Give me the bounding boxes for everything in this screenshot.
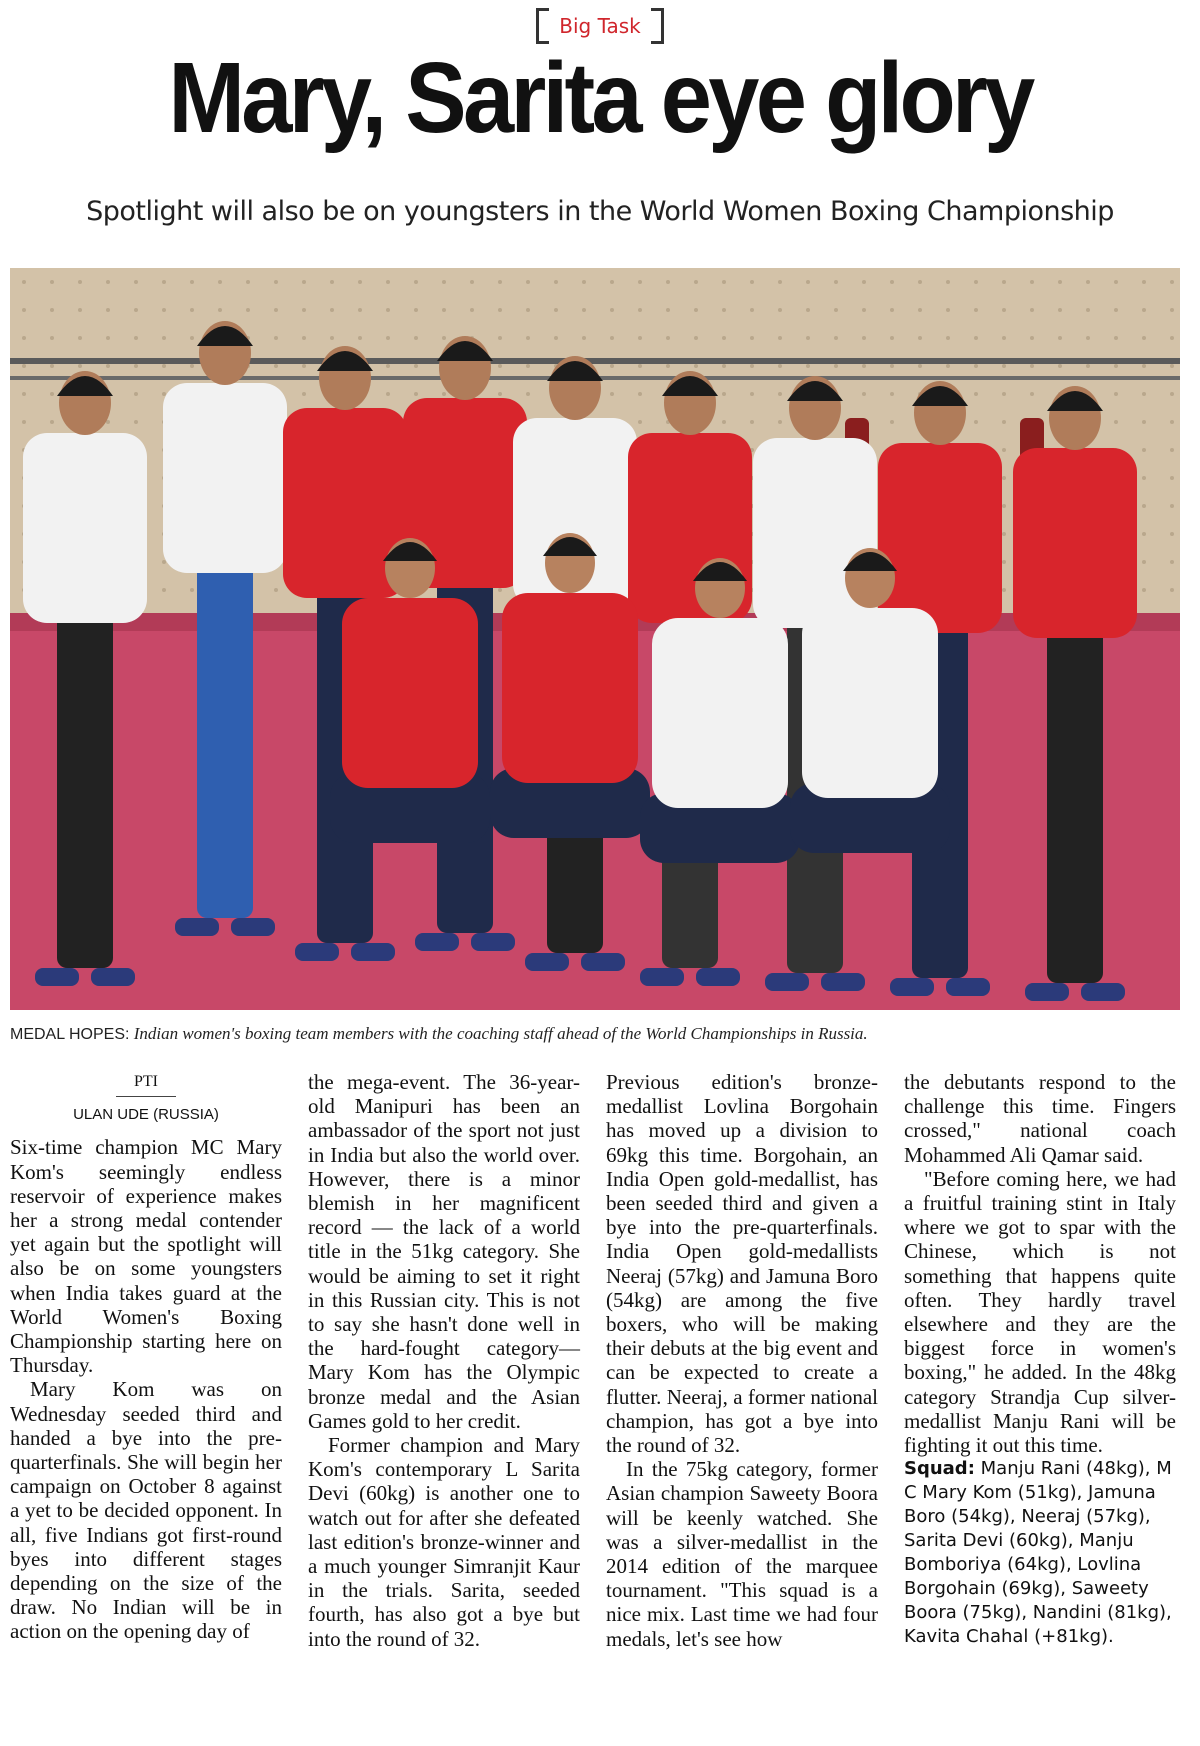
byline-agency: PTI: [116, 1070, 176, 1097]
paragraph: "Before coming here, we had a fruitful training stint in Italy where we got to spar with the Chinese, which is not something that happens quite often. They hardly travel elsewhere and they are the biggest force in women's boxing," he added. In the 48kg category Strandja Cup silver-medallist Manju Rani will be fighting it out this time.: [904, 1166, 1176, 1458]
paragraph: In the 75kg category, former Asian champion Saweety Boora will be keenly watched. She was a silver-medallist in the 2014 edition of the marquee tournament. "This squad is a nice mix. Last time we had four medals, let's see how: [606, 1457, 878, 1651]
paragraph: Previous edition's bronze-medallist Lovlina Borgohain has moved up a division to 69kg this time. Borgohain, an India Open gold-medallist, has been seeded third and given a bye into the pre-quarterfinals. India Open gold-medallists Neeraj (57kg) and Jamuna Boro (54kg) are among the five boxers, who will be making their debuts at the big event and can be expected to create a flutter. Neeraj, a former national champion, has got a bye into the round of 32.: [606, 1070, 878, 1458]
headline: Mary, Sarita eye glory: [168, 42, 1032, 154]
article-column-2: [308, 1070, 580, 1651]
byline-dateline: ULAN UDE (RUSSIA): [73, 1106, 219, 1124]
paragraph: Former champion and Mary Kom's contemporary L Sarita Devi (60kg) is another one to watch out for after she defeated last edition's bronze-winner and a much younger Simranjit Kaur in the trials. Sarita, seeded fourth, has also got a bye but into the round of 32.: [308, 1433, 580, 1651]
caption-label: MEDAL HOPES:: [10, 1026, 130, 1043]
squad-label: Squad:: [904, 1458, 975, 1480]
photo-caption: [10, 1024, 1180, 1044]
right-bracket-icon: [651, 8, 664, 44]
article-column-1: [10, 1070, 282, 1644]
paragraph: Six-time champion MC Mary Kom's seemingly endless reservoir of experience makes her a strong medal contender yet again but the spotlight will also be on some youngsters when India takes guard at the World Women's Boxing Championship starting here on Thursday.: [10, 1135, 282, 1378]
paragraph: the debutants respond to the challenge this time. Fingers crossed," national coach Mohammed Ali Qamar said.: [904, 1070, 1176, 1167]
squad-text: Manju Rani (48kg), M C Mary Kom (51kg), Jamuna Boro (54kg), Neeraj (57kg), Sarita Devi (60kg), Manju Bomboriya (64kg), Lovlina Borgohain (69kg), Saweety Boora (75kg), Nandini (81kg), Kavita Chahal (+81kg).: [904, 1458, 1172, 1648]
kicker-label: Big Task: [559, 14, 641, 38]
article-column-3: [606, 1070, 878, 1651]
section-kicker: [0, 8, 1200, 44]
squad-list: [904, 1457, 1176, 1649]
byline: [10, 1070, 282, 1127]
team-photo: [10, 268, 1180, 1010]
left-bracket-icon: [536, 8, 549, 44]
subheadline: Spotlight will also be on youngsters in the World Women Boxing Championship: [86, 196, 1114, 227]
paragraph: the mega-event. The 36-year-old Manipuri has been an ambassador of the sport not just in India but also the world over. However, there is a minor blemish in her magnificent record — the lack of a world title in the 51kg category. She would be aiming to set it right in this Russian city. This is not to say she hasn't done well in the hard-fought category— Mary Kom has the Olympic bronze medal and the Asian Games gold to her credit.: [308, 1070, 580, 1433]
caption-text: Indian women's boxing team members with the coaching staff ahead of the World Championships in Russia.: [133, 1024, 868, 1043]
article-column-4: [904, 1070, 1176, 1649]
team-photo-illustration: [10, 268, 1180, 1010]
paragraph: Mary Kom was on Wednesday seeded third and handed a bye into the pre-quarterfinals. She will begin her campaign on October 8 against a yet to be decided opponent. In all, five Indians got first-round byes into different stages depending on the size of the draw. No Indian will be in action on the opening day of: [10, 1377, 282, 1644]
